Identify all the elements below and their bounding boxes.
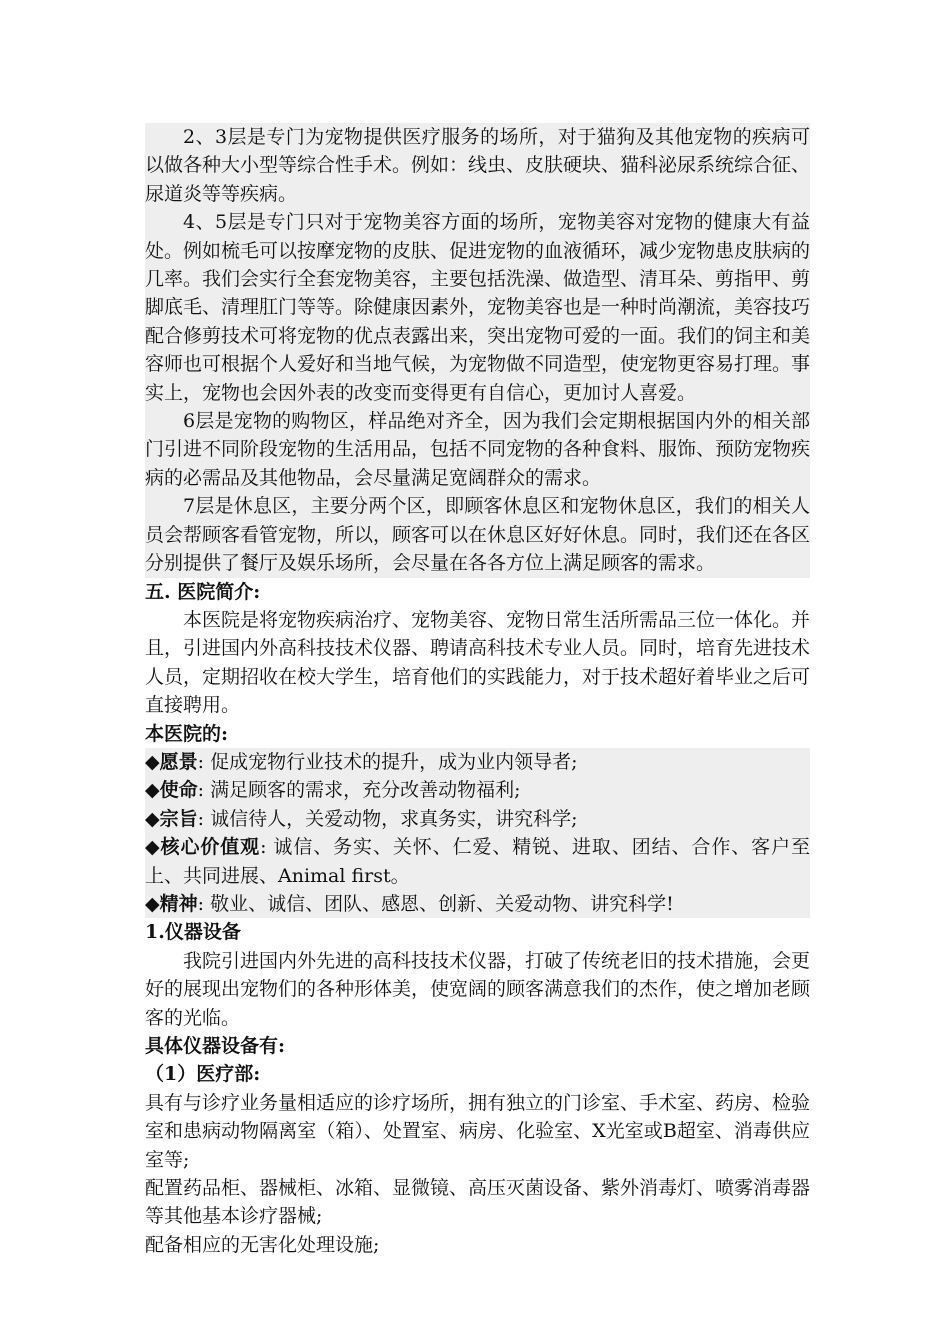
paragraph-equipment-item: 配备相应的无害化处理设施; bbox=[145, 1233, 380, 1256]
list-item bbox=[145, 805, 810, 833]
equipment-heading: 1.仪器设备 bbox=[145, 921, 241, 944]
paragraph-floor-6: 6层是宠物的购物区，样品绝对齐全，因为我们会定期根据国内外的相关部门引进不同阶段宠物的生活用品，包括不同宠物的各种食料、服饰、预防宠物疾病的必需品及其他物品，会尽量满足宽阔群众的需求。 bbox=[145, 410, 811, 489]
paragraph-equipment-item: 具有与诊疗业务量相适应的诊疗场所，拥有独立的门诊室、手术室、药房、检验室和患病动物隔离室（箱）、处置室、病房、化验室、X光室或B超室、消毒供应室等; bbox=[145, 1091, 811, 1171]
bullet-term: 精神 bbox=[159, 892, 198, 915]
equipment-list-heading: 具体仪器设备有: bbox=[145, 1035, 286, 1057]
bullet-text: : 诚信、务实、关怀、仁爱、精锐、进取、团结、合作、客户至上、共同进展、Animal first。 bbox=[145, 836, 810, 887]
bullet-term: 使命 bbox=[159, 779, 198, 802]
bullet-term: 宗旨 bbox=[159, 807, 198, 830]
document-body bbox=[145, 123, 810, 1259]
paragraph-floor-7: 7层是休息区，主要分两个区，即顾客休息区和宠物休息区，我们的相关人员会帮顾客看管宠物，所以，顾客可以在休息区好好休息。同时，我们还在各区分别提供了餐厅及娱乐场所，会尽量在各各方位上满足顾客的需求。 bbox=[145, 495, 811, 575]
paragraph-floor-2-3: 2、3层是专门为宠物提供医疗服务的场所，对于猫狗及其他宠物的疾病可以做各种大小型等综合性手术。例如：线虫、皮肤硬块、猫科泌尿系统综合征、尿道炎等等疾病。 bbox=[145, 126, 811, 205]
list-item bbox=[145, 833, 810, 890]
bullet-text: : 诚信待人，关爱动物，求真务实，讲究科学; bbox=[197, 807, 578, 830]
paragraph-hospital-intro: 本医院是将宠物疾病治疗、宠物美容、宠物日常生活所需品三位一体化。并且，引进国内外高科技技术仪器、聘请高科技术专业人员。同时，培育先进技术人员，定期招收在校大学生，培育他们的实践能力，对于技术超好着毕业之后可直接聘用。 bbox=[145, 608, 811, 717]
diamond-bullet-icon: ◆ bbox=[145, 836, 161, 859]
bullet-text: : 促成宠物行业技术的提升，成为业内领导者; bbox=[197, 750, 578, 773]
values-list bbox=[145, 748, 810, 918]
paragraph-equipment-intro: 我院引进国内外先进的高科技技术仪器，打破了传统老旧的技术措施，会更好的展现出宠物们的各种形体美，使宽阔的顾客满意我们的杰作，使之增加老顾客的光临。 bbox=[145, 949, 811, 1029]
floors-block bbox=[145, 123, 810, 578]
bullet-text: : 敬业、诚信、团队、感恩、创新、关爱动物、讲究科学! bbox=[197, 892, 674, 915]
diamond-bullet-icon: ◆ bbox=[145, 779, 160, 802]
bullet-term: 核心价值观 bbox=[160, 836, 261, 859]
bullet-term: 愿景 bbox=[159, 750, 198, 773]
list-item bbox=[145, 748, 810, 776]
paragraph-equipment-item: 配置药品柜、器械柜、冰箱、显微镜、高压灭菌设备、紫外消毒灯、喷雾消毒器等其他基本诊疗器械; bbox=[145, 1177, 811, 1228]
diamond-bullet-icon: ◆ bbox=[145, 807, 160, 830]
bullet-text: : 满足顾客的需求，充分改善动物福利; bbox=[197, 779, 521, 802]
section-heading-hospital-intro: 五. 医院简介: bbox=[145, 580, 261, 603]
diamond-bullet-icon: ◆ bbox=[145, 750, 160, 773]
list-item bbox=[145, 776, 810, 804]
paragraph-floor-4-5: 4、5层是专门只对于宠物美容方面的场所，宠物美容对宠物的健康大有益处。例如梳毛可以按摩宠物的皮肤、促进宠物的血液循环，减少宠物患皮肤病的几率。我们会实行全套宠物美容，主要包括洗澡、做造型、清耳朵、剪指甲、剪脚底毛、清理肛门等等。除健康因素外，宠物美容也是一种时尚潮流，美容技巧配合修剪技术可将宠物的优点表露出来，突出宠物可爱的一面。我们的饲主和美容师也可根据个人爱好和当地气候，为宠物做不同造型，使宠物更容易打理。事实上，宠物也会因外表的改变而变得更有自信心，更加讨人喜爱。 bbox=[145, 211, 811, 404]
sub-heading-hospital: 本医院的: bbox=[145, 722, 229, 745]
list-item bbox=[145, 890, 810, 918]
diamond-bullet-icon: ◆ bbox=[145, 892, 160, 915]
medical-dept-heading: （1）医疗部: bbox=[145, 1063, 261, 1086]
